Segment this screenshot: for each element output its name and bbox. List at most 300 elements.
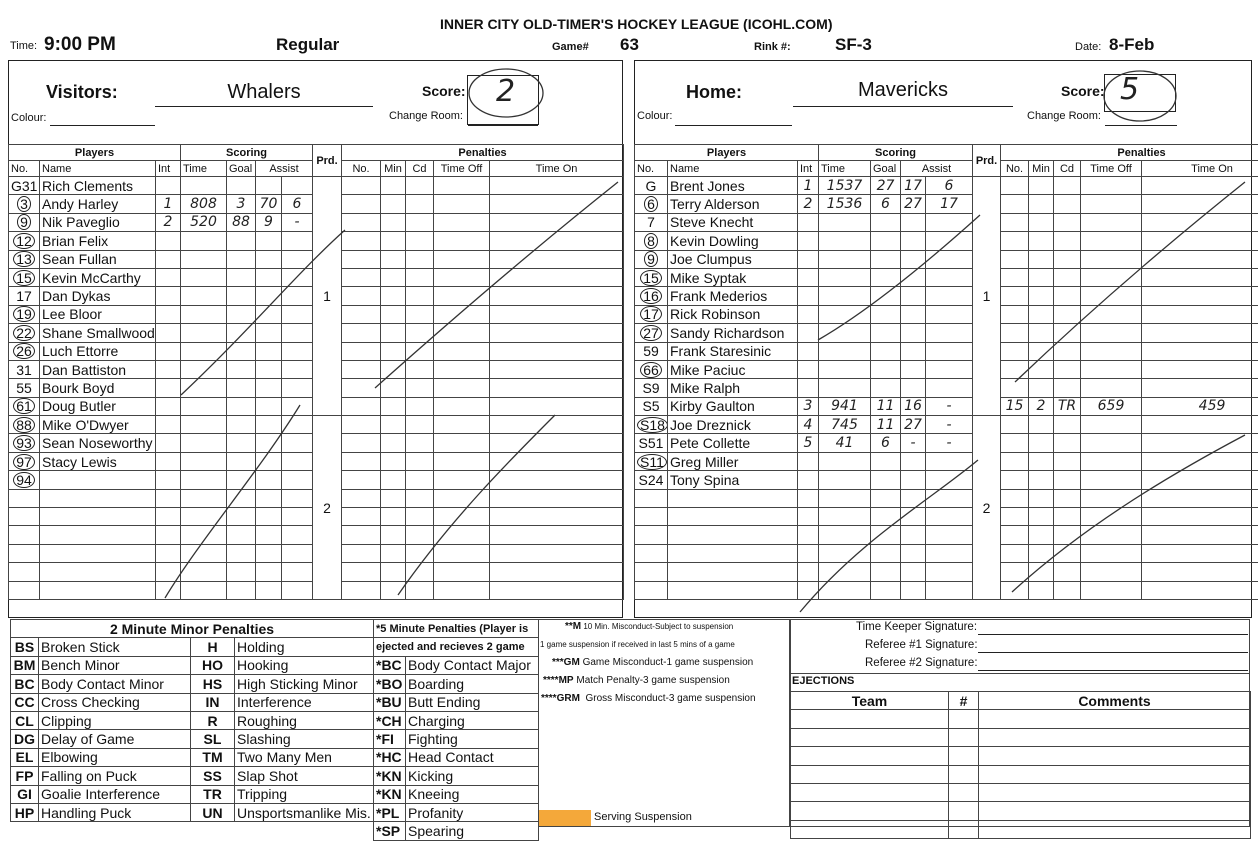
home-goal xyxy=(871,305,901,323)
home-assist-1 xyxy=(901,213,926,231)
timekeeper-signature-label: Time Keeper Signature: xyxy=(856,621,978,633)
visitors-goal-time xyxy=(181,305,227,323)
visitors-assist-1 xyxy=(256,287,282,305)
visitors-pen-off xyxy=(434,342,490,360)
serving-suspension-label: Serving Suspension xyxy=(594,811,692,823)
visitors-int xyxy=(156,287,181,305)
home-pen-off xyxy=(1081,195,1142,213)
visitors-pen-on xyxy=(490,177,624,195)
visitors-goal xyxy=(227,563,256,581)
player-number-text: 93 xyxy=(13,435,35,451)
home-goal-time: 1537 xyxy=(819,177,871,195)
home-player-name xyxy=(668,544,798,562)
visitors-goal-time xyxy=(181,268,227,286)
home-goal xyxy=(871,379,901,397)
visitors-assist-1 xyxy=(256,581,282,599)
home-pen-cd xyxy=(1054,287,1081,305)
minor-code: FP xyxy=(11,767,39,785)
home-goal xyxy=(871,360,901,378)
visitors-pen-cd xyxy=(406,342,434,360)
home-assist-1 xyxy=(901,324,926,342)
visitors-player-number xyxy=(9,232,40,250)
visitors-player-number xyxy=(9,379,40,397)
minor-desc: Interference xyxy=(235,693,374,711)
visitors-pen-off xyxy=(434,397,490,415)
home-pen-col-0: No. xyxy=(1001,161,1029,177)
home-int xyxy=(798,287,819,305)
home-pen-on xyxy=(1142,489,1258,507)
home-pen-on xyxy=(1142,213,1258,231)
table-row xyxy=(635,360,1258,378)
visitors-pen-cd xyxy=(406,471,434,489)
home-goal-time xyxy=(819,324,871,342)
player-number-text: 17 xyxy=(640,306,662,322)
visitors-assist-2: - xyxy=(282,213,313,231)
table-row xyxy=(374,785,539,803)
home-pen-cd xyxy=(1054,563,1081,581)
home-player-number xyxy=(635,563,668,581)
visitors-score: 2 xyxy=(496,74,516,109)
home-pen-on xyxy=(1142,360,1258,378)
visitors-pen-cd xyxy=(406,581,434,599)
visitors-goal xyxy=(227,324,256,342)
table-row xyxy=(11,656,374,674)
visitors-player-name xyxy=(40,544,156,562)
home-assist-1 xyxy=(901,526,926,544)
visitors-assist-1 xyxy=(256,452,282,470)
home-assist-1 xyxy=(901,342,926,360)
home-goal-time xyxy=(819,563,871,581)
visitors-goal xyxy=(227,508,256,526)
home-pen-off xyxy=(1081,379,1142,397)
visitors-pen-no xyxy=(342,305,381,323)
table-row xyxy=(11,785,374,803)
home-pen-no xyxy=(1001,526,1029,544)
player-number-text: 15 xyxy=(640,270,662,286)
visitors-pen-min xyxy=(381,471,406,489)
visitors-penalties-header: Penalties xyxy=(342,145,624,161)
home-pen-on xyxy=(1142,287,1258,305)
home-player-name: Mike Ralph xyxy=(668,379,798,397)
visitors-assist-2 xyxy=(282,342,313,360)
home-col-3: Time xyxy=(819,161,871,177)
home-score-label: Score: xyxy=(1061,83,1105,99)
home-assist-1 xyxy=(901,544,926,562)
home-pen-on xyxy=(1142,563,1258,581)
visitors-pen-cd xyxy=(406,305,434,323)
home-scoring-header: Scoring xyxy=(819,145,973,161)
home-player-name: Brent Jones xyxy=(668,177,798,195)
table-row xyxy=(635,250,1258,268)
minor-code: H xyxy=(191,638,235,656)
home-player-number xyxy=(635,452,668,470)
home-pen-cd xyxy=(1054,526,1081,544)
visitors-pen-cd xyxy=(406,268,434,286)
home-assist-2: 6 xyxy=(926,177,973,195)
visitors-player-number xyxy=(9,452,40,470)
home-pen-no xyxy=(1001,195,1029,213)
visitors-goal xyxy=(227,489,256,507)
visitors-player-number xyxy=(9,544,40,562)
ejections-number-cell xyxy=(949,747,979,765)
home-pen-no xyxy=(1001,177,1029,195)
visitors-pen-cd xyxy=(406,379,434,397)
home-player-number xyxy=(635,581,668,599)
home-pen-cd xyxy=(1054,434,1081,452)
visitors-pen-cd xyxy=(406,434,434,452)
ejections-header-row xyxy=(791,692,1251,710)
home-pen-min xyxy=(1029,452,1054,470)
home-pen-off xyxy=(1081,489,1142,507)
visitors-assist-2 xyxy=(282,526,313,544)
home-goal-time: 941 xyxy=(819,397,871,415)
visitors-pen-no xyxy=(342,379,381,397)
visitors-int xyxy=(156,581,181,599)
table-row xyxy=(635,342,1258,360)
visitors-player-number xyxy=(9,324,40,342)
visitors-pen-off xyxy=(434,232,490,250)
home-period-1: 1 xyxy=(973,177,1001,416)
home-pen-col-1: Min xyxy=(1029,161,1054,177)
major-penalties-table xyxy=(373,619,539,841)
home-pen-min xyxy=(1029,305,1054,323)
visitors-int xyxy=(156,250,181,268)
visitors-pen-off xyxy=(434,195,490,213)
home-int xyxy=(798,526,819,544)
home-pen-min xyxy=(1029,213,1054,231)
home-pen-on xyxy=(1142,342,1258,360)
home-pen-cd xyxy=(1054,324,1081,342)
visitors-goal xyxy=(227,544,256,562)
home-player-number xyxy=(635,324,668,342)
game-type: Regular xyxy=(276,35,340,54)
home-assist-2 xyxy=(926,324,973,342)
home-players-header: Players xyxy=(635,145,819,161)
visitors-goal xyxy=(227,232,256,250)
visitors-team: Whalers xyxy=(155,81,373,107)
home-pen-on xyxy=(1142,471,1258,489)
visitors-pen-col-4: Time On xyxy=(490,161,624,177)
referee1-signature-line[interactable] xyxy=(978,652,1248,653)
referee2-signature-line[interactable] xyxy=(978,670,1248,671)
home-assist-2 xyxy=(926,232,973,250)
visitors-pen-no xyxy=(342,471,381,489)
home-pen-off xyxy=(1081,508,1142,526)
visitors-goal: 3 xyxy=(227,195,256,213)
visitors-assist-2: 6 xyxy=(282,195,313,213)
visitors-pen-min xyxy=(381,397,406,415)
time-value: 9:00 PM xyxy=(44,34,116,55)
home-player-name: Joe Clumpus xyxy=(668,250,798,268)
major-desc: Kneeing xyxy=(406,785,539,803)
major-code: *BC xyxy=(374,656,406,674)
visitors-player-name xyxy=(40,489,156,507)
visitors-goal-time xyxy=(181,232,227,250)
visitors-assist-2 xyxy=(282,434,313,452)
ejections-comments-header: Comments xyxy=(979,692,1251,710)
visitors-player-number xyxy=(9,581,40,599)
player-number-text: G31 xyxy=(11,177,38,194)
visitors-pen-cd xyxy=(406,508,434,526)
home-goal xyxy=(871,287,901,305)
home-pen-cd xyxy=(1054,581,1081,599)
home-pen-off: 659 xyxy=(1081,397,1142,415)
visitors-int xyxy=(156,489,181,507)
home-col-assist: Assist xyxy=(901,161,973,177)
visitors-pen-on xyxy=(490,232,624,250)
visitors-pen-on xyxy=(490,324,624,342)
home-goal-time xyxy=(819,544,871,562)
home-goal-time xyxy=(819,581,871,599)
visitors-pen-off xyxy=(434,416,490,434)
home-player-number xyxy=(635,526,668,544)
visitors-goal xyxy=(227,250,256,268)
visitors-player-name: Sean Noseworthy xyxy=(40,434,156,452)
visitors-goal xyxy=(227,342,256,360)
visitors-pen-on xyxy=(490,489,624,507)
home-pen-col-4: Time On xyxy=(1142,161,1258,177)
visitors-assist-2 xyxy=(282,379,313,397)
home-player-name: Tony Spina xyxy=(668,471,798,489)
visitors-pen-cd xyxy=(406,544,434,562)
visitors-assist-1 xyxy=(256,305,282,323)
home-pen-off xyxy=(1081,563,1142,581)
visitors-int xyxy=(156,452,181,470)
player-number-text: 55 xyxy=(16,379,32,396)
home-pen-off xyxy=(1081,416,1142,434)
minor-desc: Two Many Men xyxy=(235,748,374,766)
misconduct-mp: ****MP Match Penalty-3 game suspension xyxy=(543,675,730,686)
visitors-pen-off xyxy=(434,177,490,195)
home-int xyxy=(798,563,819,581)
table-row xyxy=(11,803,374,821)
visitors-player-name: Andy Harley xyxy=(40,195,156,213)
minor-code: HP xyxy=(11,803,39,821)
home-goal-time xyxy=(819,508,871,526)
minor-code: CC xyxy=(11,693,39,711)
home-pen-off xyxy=(1081,177,1142,195)
home-prd-header: Prd. xyxy=(973,145,1001,177)
home-player-name: Joe Dreznick xyxy=(668,416,798,434)
home-player-number xyxy=(635,434,668,452)
home-assist-1 xyxy=(901,287,926,305)
home-pen-min xyxy=(1029,508,1054,526)
home-col-4: Goal xyxy=(871,161,901,177)
visitors-pen-min xyxy=(381,360,406,378)
minor-desc: Body Contact Minor xyxy=(39,675,191,693)
home-pen-cd xyxy=(1054,268,1081,286)
major-desc: Charging xyxy=(406,711,539,729)
visitors-goal-time xyxy=(181,563,227,581)
visitors-goal xyxy=(227,434,256,452)
visitors-assist-2 xyxy=(282,250,313,268)
home-int: 3 xyxy=(798,397,819,415)
visitors-goal xyxy=(227,471,256,489)
ejections-team-cell xyxy=(791,783,949,801)
home-goal-time xyxy=(819,342,871,360)
major-title-1: *5 Minute Penalties (Player is xyxy=(374,620,539,638)
visitors-pen-no xyxy=(342,195,381,213)
player-number-text: 15 xyxy=(13,270,35,286)
home-header-row-2 xyxy=(635,161,1258,177)
minor-desc: Roughing xyxy=(235,711,374,729)
home-assist-2 xyxy=(926,250,973,268)
table-row xyxy=(791,710,1251,728)
visitors-goal-time xyxy=(181,544,227,562)
visitors-goal-time xyxy=(181,324,227,342)
home-assist-1 xyxy=(901,268,926,286)
visitors-player-name: Mike O'Dwyer xyxy=(40,416,156,434)
visitors-player-name: Sean Fullan xyxy=(40,250,156,268)
visitors-pen-min xyxy=(381,563,406,581)
home-assist-1 xyxy=(901,471,926,489)
visitors-col-3: Time xyxy=(181,161,227,177)
minor-desc: Slap Shot xyxy=(235,767,374,785)
table-row xyxy=(635,544,1258,562)
visitors-assist-1: 70 xyxy=(256,195,282,213)
home-room-line xyxy=(1105,125,1177,126)
home-pen-min xyxy=(1029,268,1054,286)
home-pen-off xyxy=(1081,342,1142,360)
visitors-pen-cd xyxy=(406,489,434,507)
visitors-pen-on xyxy=(490,360,624,378)
ejections-number-cell xyxy=(949,783,979,801)
home-pen-on xyxy=(1142,305,1258,323)
ejections-team-cell xyxy=(791,802,949,820)
visitors-pen-on xyxy=(490,379,624,397)
major-code: *BU xyxy=(374,693,406,711)
home-goal xyxy=(871,232,901,250)
visitors-int xyxy=(156,434,181,452)
home-colour-label: Colour: xyxy=(637,110,673,122)
home-pen-col-2: Cd xyxy=(1054,161,1081,177)
minor-desc: Holding xyxy=(235,638,374,656)
visitors-player-name xyxy=(40,526,156,544)
home-pen-on xyxy=(1142,379,1258,397)
home-assist-1: 27 xyxy=(901,195,926,213)
home-pen-off xyxy=(1081,581,1142,599)
home-player-number xyxy=(635,177,668,195)
visitors-pen-min xyxy=(381,268,406,286)
home-assist-1 xyxy=(901,305,926,323)
visitors-pen-on xyxy=(490,563,624,581)
home-assist-2 xyxy=(926,526,973,544)
table-row xyxy=(635,471,1258,489)
visitors-player-name: Stacy Lewis xyxy=(40,452,156,470)
visitors-pen-cd xyxy=(406,177,434,195)
home-assist-2 xyxy=(926,360,973,378)
visitors-pen-cd xyxy=(406,360,434,378)
home-header-row-1 xyxy=(635,145,1258,161)
table-row xyxy=(635,452,1258,470)
visitors-goal xyxy=(227,416,256,434)
timekeeper-signature-line[interactable] xyxy=(978,634,1248,635)
home-label: Home: xyxy=(686,82,743,102)
home-pen-cd xyxy=(1054,508,1081,526)
table-row xyxy=(635,232,1258,250)
home-player-name: Terry Alderson xyxy=(668,195,798,213)
ejections-number-cell xyxy=(949,728,979,746)
home-pen-no xyxy=(1001,471,1029,489)
major-desc: Butt Ending xyxy=(406,693,539,711)
home-assist-1 xyxy=(901,508,926,526)
home-pen-no xyxy=(1001,268,1029,286)
misconduct-m-note: 1 game suspension if received in last 5 mins of a game xyxy=(540,640,735,649)
home-pen-off xyxy=(1081,268,1142,286)
home-pen-cd xyxy=(1054,305,1081,323)
home-player-name xyxy=(668,581,798,599)
player-number-text: S9 xyxy=(642,379,660,396)
visitors-pen-cd xyxy=(406,397,434,415)
player-number-text: 16 xyxy=(640,288,662,304)
visitors-pen-off xyxy=(434,268,490,286)
minor-desc: Unsportsmanlike Mis. xyxy=(235,803,374,821)
player-number-text: 19 xyxy=(13,306,35,322)
visitors-pen-min xyxy=(381,177,406,195)
home-assist-1: 16 xyxy=(901,397,926,415)
player-number-text: 59 xyxy=(643,343,659,360)
visitors-pen-off xyxy=(434,452,490,470)
home-pen-off xyxy=(1081,360,1142,378)
home-goal xyxy=(871,250,901,268)
visitors-player-number xyxy=(9,213,40,231)
visitors-col-assist: Assist xyxy=(256,161,313,177)
visitors-player-number xyxy=(9,287,40,305)
home-pen-cd xyxy=(1054,195,1081,213)
table-row xyxy=(791,783,1251,801)
visitors-player-number xyxy=(9,250,40,268)
home-player-name: Sandy Richardson xyxy=(668,324,798,342)
table-row xyxy=(635,177,1258,195)
visitors-pen-min xyxy=(381,342,406,360)
home-goal-time: 41 xyxy=(819,434,871,452)
home-goal xyxy=(871,508,901,526)
ejections-comments-cell xyxy=(979,783,1251,801)
major-code: *BO xyxy=(374,675,406,693)
home-goal-time: 745 xyxy=(819,416,871,434)
visitors-pen-on xyxy=(490,508,624,526)
home-assist-1 xyxy=(901,452,926,470)
home-player-number xyxy=(635,544,668,562)
home-pen-on xyxy=(1142,324,1258,342)
referee1-signature-label: Referee #1 Signature: xyxy=(865,639,978,651)
visitors-pen-on xyxy=(490,213,624,231)
minor-code: BC xyxy=(11,675,39,693)
table-row xyxy=(374,730,539,748)
home-goal-time xyxy=(819,305,871,323)
home-pen-no xyxy=(1001,581,1029,599)
home-assist-2 xyxy=(926,471,973,489)
minor-desc: Bench Minor xyxy=(39,656,191,674)
visitors-pen-no xyxy=(342,232,381,250)
home-pen-off xyxy=(1081,232,1142,250)
home-pen-off xyxy=(1081,471,1142,489)
home-pen-min xyxy=(1029,526,1054,544)
table-row xyxy=(635,416,1258,434)
visitors-pen-cd xyxy=(406,452,434,470)
minor-desc: Clipping xyxy=(39,711,191,729)
player-number-text: 31 xyxy=(16,361,32,378)
table-row xyxy=(635,287,1258,305)
visitors-int xyxy=(156,544,181,562)
visitors-pen-no xyxy=(342,324,381,342)
visitors-int: 2 xyxy=(156,213,181,231)
player-number-text: 26 xyxy=(13,343,35,359)
visitors-pen-min xyxy=(381,250,406,268)
home-int xyxy=(798,250,819,268)
home-assist-2: - xyxy=(926,416,973,434)
home-pen-no xyxy=(1001,508,1029,526)
